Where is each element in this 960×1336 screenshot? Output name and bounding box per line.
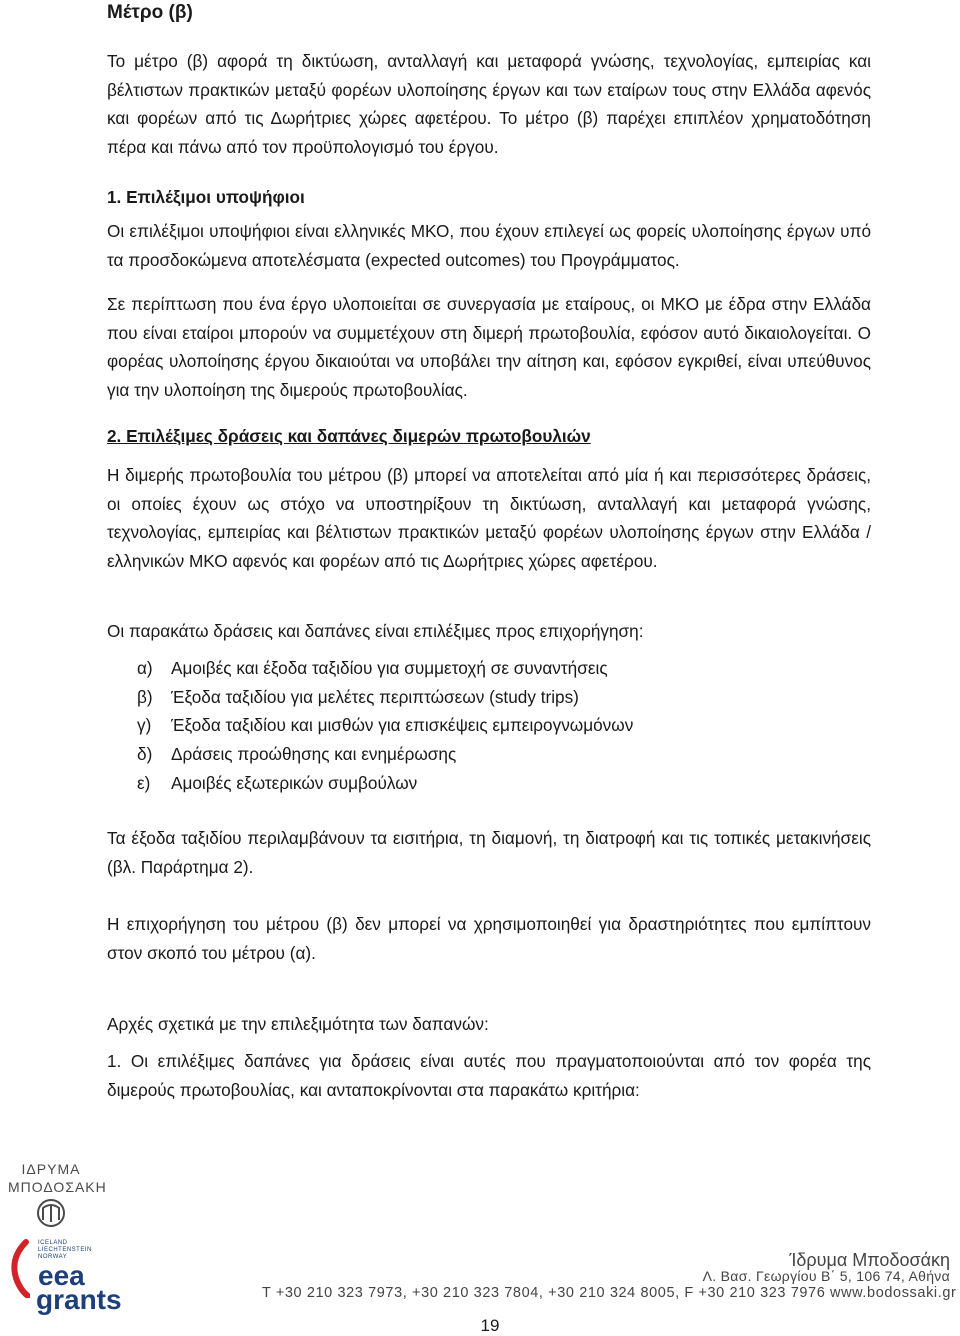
section2-paragraph-3: Τα έξοδα ταξιδίου περιλαμβάνουν τα εισιτήρια, τη διαμονή, τη διατροφή και τις τοπικές μετακινήσεις (βλ. Παράρτημα 2).	[107, 828, 871, 877]
list-item	[137, 740, 633, 769]
list-item-text: Δράσεις προώθησης και ενημέρωσης	[171, 744, 457, 765]
eea-country-1: ICELAND	[38, 1240, 68, 1246]
eea-red-arc-icon	[8, 1238, 30, 1298]
grants-word: grants	[36, 1284, 122, 1315]
list-item-text: Έξοδα ταξιδίου για μελέτες περιπτώσεων (study trips)	[171, 686, 579, 707]
section2-paragraph-5: Αρχές σχετικά με την επιλεξιμότητα των δαπανών:	[107, 1014, 489, 1034]
bodossaki-emblem-icon	[8, 1196, 94, 1230]
eea-word: eea	[38, 1260, 85, 1291]
list-marker: γ)	[137, 715, 152, 736]
eligible-actions-list	[137, 654, 633, 798]
list-item	[137, 683, 633, 712]
section2-paragraph-4: Η επιχορήγηση του μέτρου (β) δεν μπορεί να χρησιμοποιηθεί για δραστηριότητες που εμπίπτουν στον σκοπό του μέτρου (α).	[107, 914, 871, 963]
list-marker: α)	[137, 658, 153, 678]
footer-address: Λ. Βασ. Γεωργίου Β΄ 5, 106 74, Αθήνα	[702, 1268, 950, 1284]
section2-paragraph-1: Η διμερής πρωτοβουλία του μέτρου (β) μπορεί να αποτελείται από μία ή και περισσότερες δράσεις, οι οποίες έχουν ως στόχο να υποστηρίξουν τη δικτύωση, ανταλλαγή και μεταφορά γνώσης, τεχνολογίας, εμπειρίας και βέλτιστων πρακτικών μεταξύ φορέων υλοποίησης έργων στην Ελλάδα / ελληνικών ΜΚΟ αφενός και φορέων από τις Δωρήτριες χώρες αφετέρου.	[107, 465, 871, 572]
list-marker: β)	[137, 686, 153, 707]
list-item-text: Αμοιβές και έξοδα ταξιδίου για συμμετοχή σε συναντήσεις	[171, 658, 608, 678]
section2-paragraph-6: 1. Οι επιλέξιμες δαπάνες για δράσεις είναι αυτές που πραγματοποιούνται από τον φορέα της διμερούς πρωτοβουλίας, και ανταποκρίνονται στα παρακάτω κριτήρια:	[107, 1051, 871, 1100]
logo-line-1: ΙΔΡΥΜΑ	[21, 1161, 81, 1177]
footer-org-name: Ίδρυμα Μποδοσάκη	[789, 1250, 950, 1270]
eea-country-3: NORWAY	[38, 1254, 68, 1260]
list-marker: δ)	[137, 744, 153, 765]
logo-line-2: ΜΠΟΔΟΣΑΚΗ	[8, 1179, 107, 1195]
footer-contacts: T +30 210 323 7973, +30 210 323 7804, +30 210 324 8005, F +30 210 323 7976 www.bodossaki.gr	[262, 1285, 957, 1301]
list-item	[137, 654, 633, 683]
section1-title: 1. Επιλέξιμοι υποψήφιοι	[107, 187, 305, 207]
list-item	[137, 769, 633, 798]
page-number: 19	[480, 1316, 500, 1335]
bodossaki-logo	[8, 1160, 118, 1235]
eea-country-2: LIECHTENSTEIN	[38, 1247, 92, 1253]
intro-paragraph: Το μέτρο (β) αφορά τη δικτύωση, ανταλλαγή και μεταφορά γνώσης, τεχνολογίας, εμπειρίας και βέλτιστων πρακτικών μεταξύ φορέων υλοποίησης έργων και των εταίρων τους στην Ελλάδα αφενός και φορέων από τις Δωρήτριες χώρες αφετέρου. Το μέτρο (β) παρέχει επιπλέον χρηματοδότηση πέρα και πάνω από τον προϋπολογισμό του έργου.	[107, 51, 871, 158]
section-heading: Μέτρο (β)	[107, 2, 193, 23]
section1-paragraph-1: Οι επιλέξιμοι υποψήφιοι είναι ελληνικές ΜΚΟ, που έχουν επιλεγεί ως φορείς υλοποίησης έργων υπό τα προσδοκώμενα αποτελέσματα (expected outcomes) του Προγράμματος.	[107, 221, 871, 270]
list-marker: ε)	[137, 772, 151, 793]
list-item-text: Έξοδα ταξιδίου και μισθών για επισκέψεις εμπειρογνωμόνων	[171, 715, 634, 736]
list-item	[137, 711, 633, 740]
section2-title: 2. Επιλέξιμες δράσεις και δαπάνες διμερών πρωτοβουλιών	[107, 426, 591, 446]
list-item-text: Αμοιβές εξωτερικών συμβούλων	[171, 772, 418, 793]
section2-paragraph-2: Οι παρακάτω δράσεις και δαπάνες είναι επιλέξιμες προς επιχορήγηση:	[107, 621, 644, 641]
section1-paragraph-2: Σε περίπτωση που ένα έργο υλοποιείται σε συνεργασία με εταίρους, οι ΜΚΟ με έδρα στην Ελλάδα που είναι εταίροι μπορούν να συμμετέχουν στη διμερή πρωτοβουλία, εφόσον αυτό δικαιολογείται. Ο φορέας υλοποίησης έργου δικαιούται να υποβάλει την αίτηση και, εφόσον εγκριθεί, είναι υπεύθυνος για την υλοποίηση της διμερούς πρωτοβουλίας.	[107, 294, 871, 401]
